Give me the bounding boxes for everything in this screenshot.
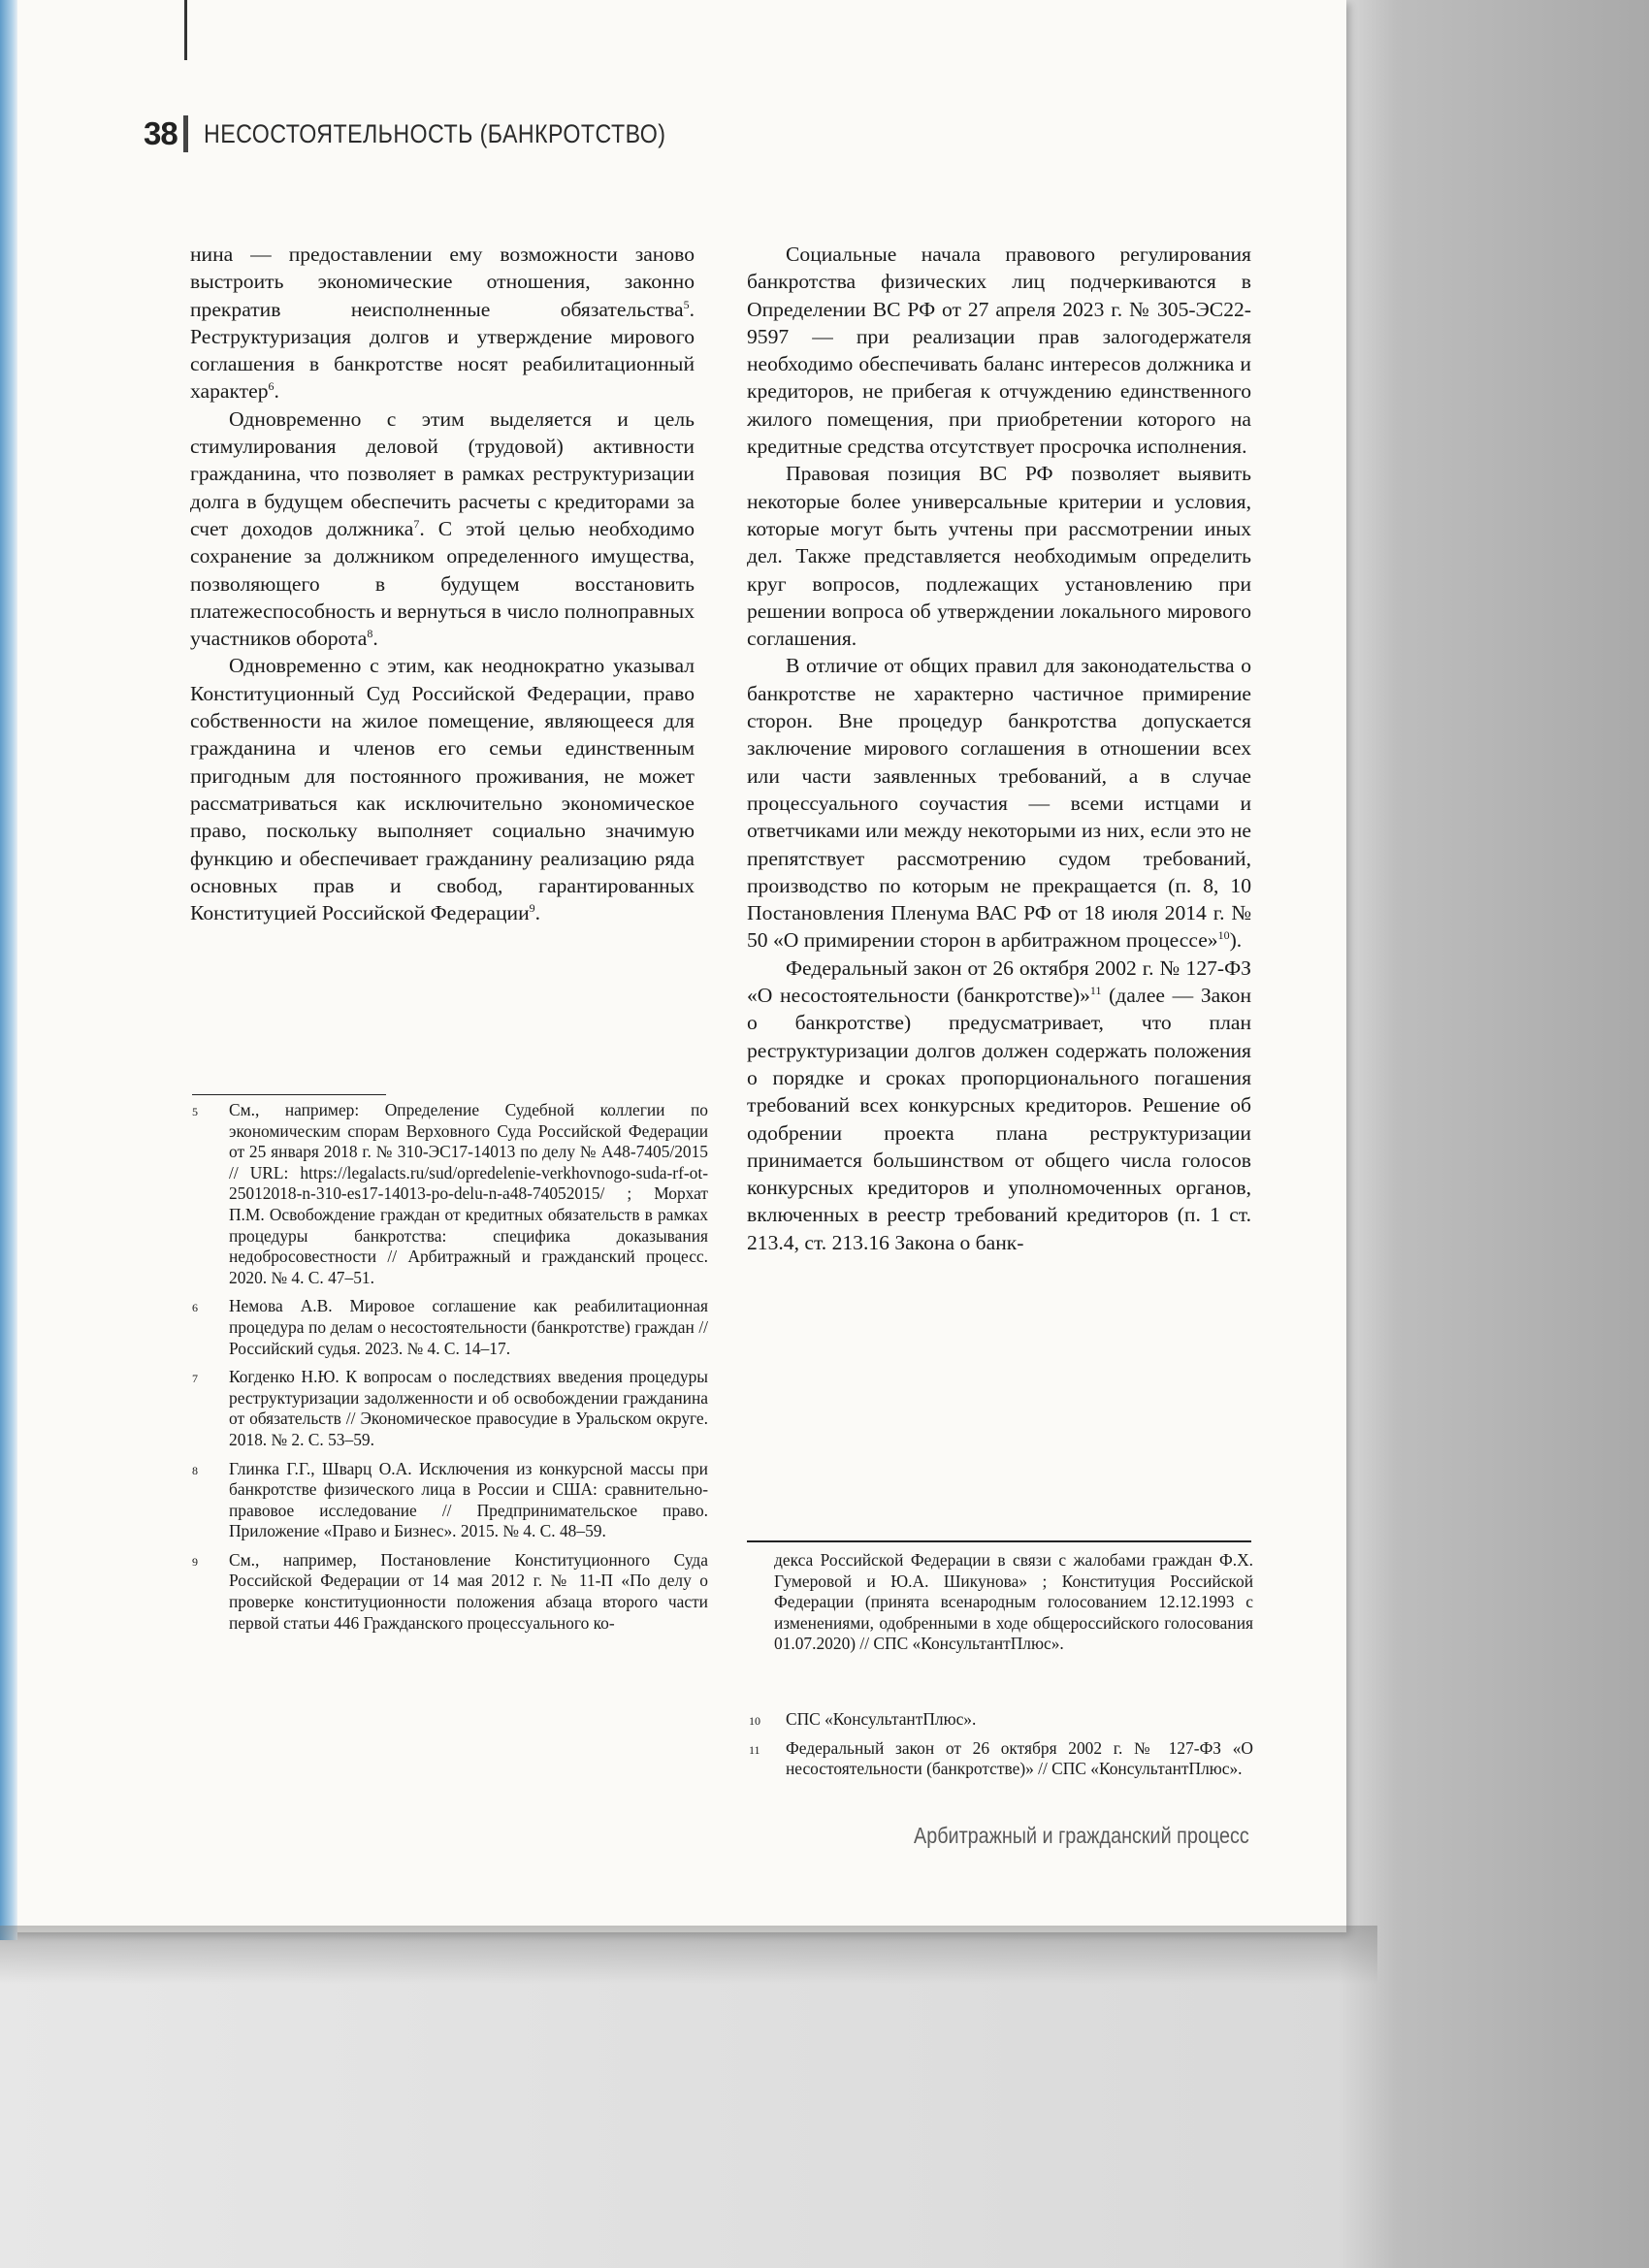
footnote-item: 6 Немова А.В. Мировое соглашение как реабилитационная процедура по делам о несостоятельности (банкротстве) граждан // Российский судья. 2023. № 4. С. 14–17.	[192, 1296, 708, 1358]
page-header	[144, 113, 741, 155]
footnote-item: 10 СПС «КонсультантПлюс».	[747, 1709, 1253, 1731]
footnotes-right	[747, 1709, 1253, 1788]
body-paragraph: Правовая позиция ВС РФ позволяет выявить некоторые более универсальные критерии и условия, которые могут быть учтены при рассмотрении иных дел. Также представляется необходимым определить круг вопросов, подлежащих установлению при решении вопроса об утверждении локального мирового соглашения.	[747, 462, 1251, 651]
footnote-number: 8	[192, 1463, 198, 1477]
footnote-item: 11 Федеральный закон от 26 октября 2002 г. № 127-ФЗ «О несостоятельности (банкротстве)» // СПС «КонсультантПлюс».	[749, 1737, 1253, 1779]
footnote-rule	[192, 1094, 386, 1095]
footnote-ref: 5	[683, 297, 690, 311]
footnote-ref: 7	[413, 516, 420, 531]
footnote-item: 9 См., например, Постановление Конституционного Суда Российской Федерации от 14 мая 2012 г. № 11-П «По делу о проверке конституционности положения абзаца второго части первой статьи 446 Гражданского процессуального ко-	[192, 1549, 708, 1633]
journal-name: Арбитражный и гражданский процесс	[914, 1823, 1249, 1848]
page-edge-shadow	[0, 1926, 1377, 1984]
footnote-number: 6	[192, 1301, 198, 1315]
footnote-ref: 11	[1089, 983, 1102, 997]
cover-edge-strip	[0, 0, 17, 1940]
right-column	[747, 241, 1251, 1256]
footnote-ref: 9	[529, 900, 535, 915]
body-paragraph: нина — предоставлении ему возможности заново выстроить экономические отношения, законно прекратив неисполненные обязательства$^5$. Реструктуризация долгов и утверждение мирового соглашения в банкротстве носят реабилитационный характер$^6$.	[190, 243, 695, 404]
footnote-ref: 6	[268, 379, 275, 394]
footnote-number: 10	[749, 1714, 760, 1728]
body-paragraph: В отличие от общих правил для законодательства о банкротстве не характерно частичное примирение сторон. Вне процедур банкротства допускается заключение мирового соглашения в отношении всех или части заявленных требований, а в случае процессуального соучастия — всеми истцами и ответчиками или между некоторыми из них, если это не препятствует рассмотрению судом требований, производство по которым не прекращается (п. 8, 10 Постановления Пленума ВАС РФ от 18 июля 2014 г. № 50 «О примирении сторон в арбитражном процессе»$^{10}$).	[747, 654, 1251, 953]
footnote-ref: 8	[367, 626, 373, 640]
left-column	[190, 241, 695, 926]
body-paragraph: Социальные начала правового регулирования банкротства физических лиц подчеркиваются в Определении ВС РФ от 27 апреля 2023 г. № 305-ЭС22-9597 — при реализации прав залогодержателя необходимо обеспечивать баланс интересов должника и кредиторов, не прибегая к отчуждению единственного жилого помещения, при приобретении которого на кредитные средства отсутствует просрочка исполнения.	[747, 243, 1251, 459]
footnote-item: 5 См., например: Определение Судебной коллегии по экономическим спорам Верховного Суда Российской Федерации от 25 января 2018 г. № 310-ЭС17-14013 по делу № А48-7405/2015 // URL: https://legalacts.ru/sud/opredelenie-verkhovnogo-suda-rf-ot-25012018-n-310-es17-14013-po-delu-n-a48-74052015/ ; Морхат П.М. Освобождение граждан от кредитных обязательств в рамках процедуры банкротства: специфика доказывания недобросовестности // Арбитражный и гражданский процесс. 2020. № 4. С. 47–51.	[192, 1100, 708, 1287]
page-number: 38	[144, 115, 178, 151]
spine-line	[184, 0, 187, 60]
footnote-rule	[747, 1540, 1251, 1542]
body-paragraph: Одновременно с этим, как неоднократно указывал Конституционный Суд Российской Федерации, право собственности на жилое помещение, являющееся для гражданина и членов его семьи единственным пригодным для постоянного проживания, не может рассматриваться как исключительно экономическое право, поскольку выполняет социально значимую функцию и обеспечивает гражданину реализацию ряда основных прав и свобод, гарантированных Конституцией Российской Федерации$^9$.	[190, 654, 695, 925]
footnote-continuation	[774, 1550, 1253, 1665]
footnote-ref: 10	[1217, 928, 1230, 943]
header-divider	[183, 115, 188, 152]
section-title: НЕСОСТОЯТЕЛЬНОСТЬ (БАНКРОТСТВО)	[203, 118, 666, 148]
footnote-continuation-text: декса Российской Федерации в связи с жалобами граждан Ф.Х. Гумеровой и Ю.А. Шикунова» ; Конституция Российской Федерации (принята всенародным голосованием 12.12.1993 с изменениями, одобренными в ходе общероссийского голосования 01.07.2020) // СПС «КонсультантПлюс».	[774, 1550, 1253, 1654]
footnote-number: 11	[749, 1742, 760, 1757]
footnote-number: 7	[192, 1372, 198, 1386]
footnote-item: 7 Когденко Н.Ю. К вопросам о последствиях введения процедуры реструктуризации задолженности и об освобождении гражданина от обязательств // Экономическое правосудие в Уральском округе. 2018. № 2. С. 53–59.	[192, 1367, 708, 1449]
footnote-item: 8 Глинка Г.Г., Шварц О.А. Исключения из конкурсной массы при банкротстве физического лица в России и США: сравнительно-правовое исследование // Предпринимательское право. Приложение «Право и Бизнес». 2015. № 4. С. 48–59.	[192, 1458, 708, 1541]
body-paragraph: Одновременно с этим выделяется и цель стимулирования деловой (трудовой) активности гражданина, что позволяет в рамках реструктуризации долга в будущем обеспечить расчеты с кредиторами за счет доходов должника$^7$. С этой целью необходимо сохранение за должником определенного имущества, позволяющего в будущем восстановить платежеспособность и вернуться в число полноправных участников оборота$^8$.	[190, 406, 695, 651]
footnotes-left	[190, 1100, 708, 1641]
body-paragraph: Федеральный закон от 26 октября 2002 г. № 127-ФЗ «О несостоятельности (банкротстве)»$^{11}$ (далее — Закон о банкротстве) предусматривает, что план реструктуризации долгов должен содержать положения о порядке и сроках пропорционального погашения требований всех конкурсных кредиторов. Решение об одобрении проекта плана реструктуризации принимается большинством от общего числа голосов конкурсных кредиторов и уполномоченных органов, включенных в реестр требований кредиторов (п. 1 ст. 213.4, ст. 213.16 Закона о банк-	[747, 956, 1251, 1254]
footnote-number: 9	[192, 1554, 198, 1569]
footnote-number: 5	[192, 1105, 198, 1118]
